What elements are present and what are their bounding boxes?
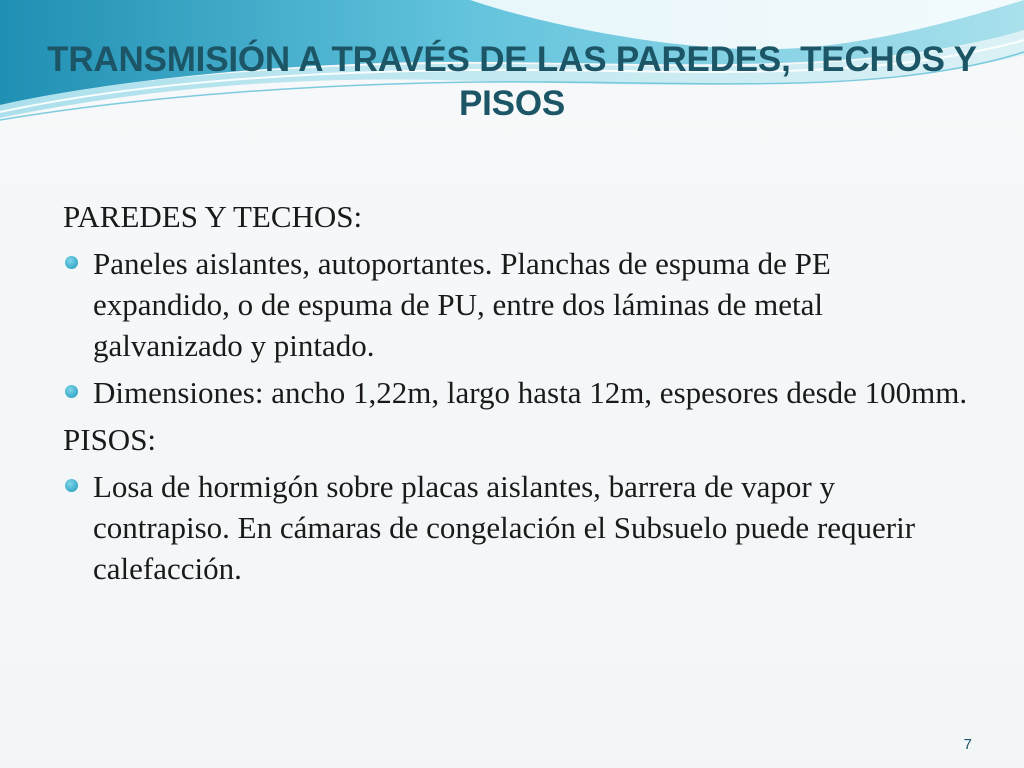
section-heading-paredes-techos: PAREDES Y TECHOS: <box>63 199 363 234</box>
bullet-text: Dimensiones: ancho 1,22m, largo hasta 12m, espesores desde 100mm. <box>93 375 968 410</box>
bullet-text: Paneles aislantes, autoportantes. Planchas de espuma de PE expandido, o de espuma de PU, entre dos láminas de metal galvanizado y pintado. <box>93 246 831 363</box>
slide-number: 7 <box>963 736 972 753</box>
slide-body <box>63 196 973 595</box>
bullet-list-pisos <box>63 466 973 589</box>
bullet-dot-icon <box>65 256 78 269</box>
bullet-dot-icon <box>65 385 78 398</box>
bullet-list-paredes-techos <box>63 243 973 413</box>
section-heading-pisos: PISOS: <box>63 422 157 457</box>
bullet-dot-icon <box>65 479 78 492</box>
bullet-item <box>63 372 973 413</box>
bullet-text: Losa de hormigón sobre placas aislantes, barrera de vapor y contrapiso. En cámaras de congelación el Subsuelo puede requerir calefacción. <box>93 469 916 586</box>
bullet-item <box>63 243 973 366</box>
slide-title: TRANSMISIÓN A TRAVÉS DE LAS PAREDES, TECHOS Y PISOS <box>47 40 977 123</box>
bullet-item <box>63 466 973 589</box>
